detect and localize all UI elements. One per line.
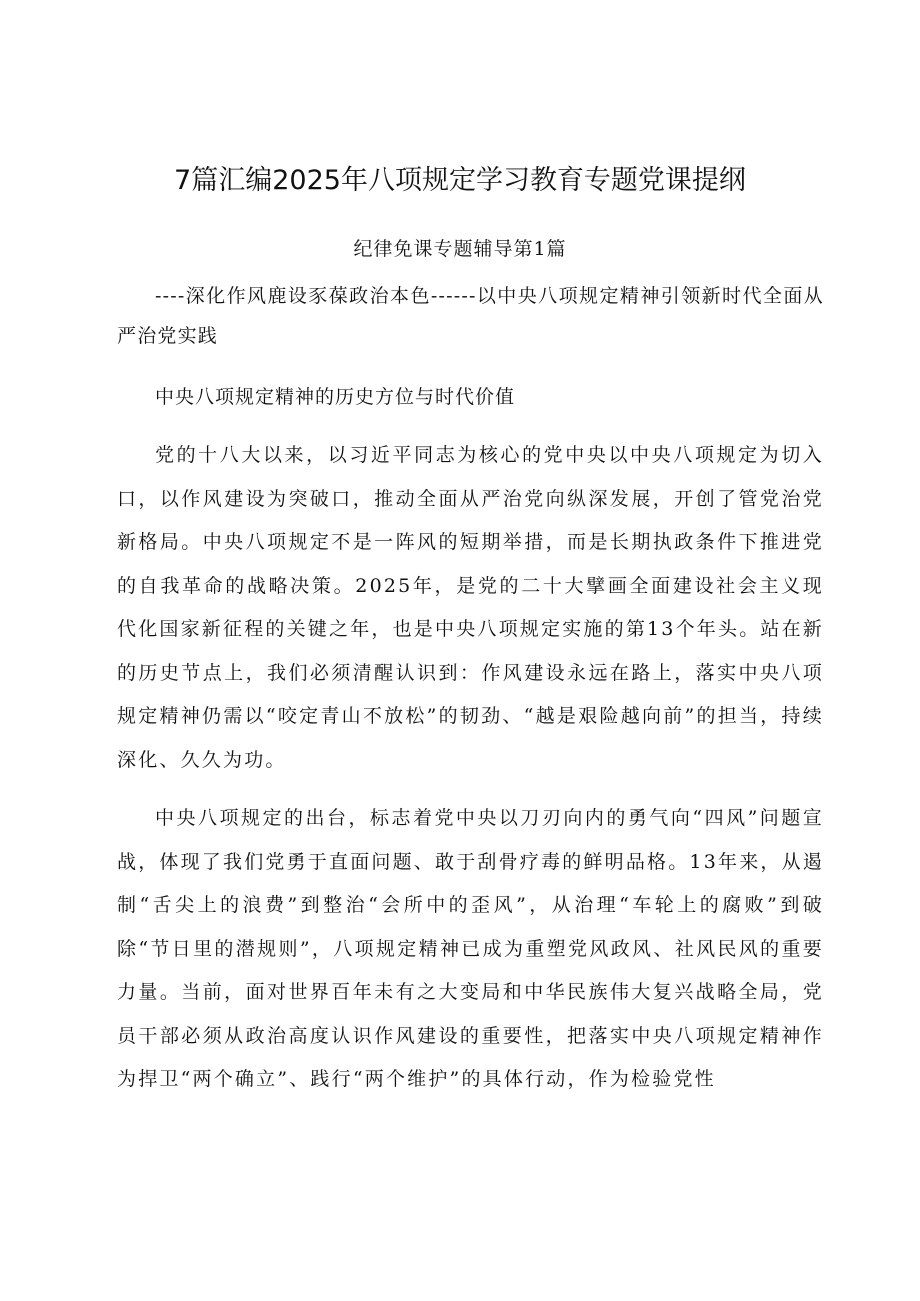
paragraph-theme: ----深化作风鹿设豕葆政治本色------以中央八项规定精神引领新时代全面从严治党实践: [117, 285, 824, 347]
document-title: 7篇汇编2025年八项规定学习教育专题党课提纲: [174, 165, 746, 196]
section-heading: 中央八项规定精神的历史方位与时代价值: [155, 386, 516, 408]
paragraph-body: 中央八项规定的出台，标志着党中央以刀刃向内的勇气向“四风”问题宣战，体现了我们党勇于直面问题、敢于刮骨疗毒的鲜明品格。13年来，从遏制“舌尖上的浪费”到整治“会所中的歪风”，从治理“车轮上的腐败”到破除“节日里的潜规则”，八项规定精神已成为重塑党风政风、社风民风的重要力量。当前，面对世界百年未有之大变局和中华民族伟大复兴战略全局，党员干部必须从政治高度认识作风建设的重要性，把落实中央八项规定精神作为捍卫“两个确立”、践行“两个维护”的具体行动，作为检验党性: [117, 807, 824, 1090]
paragraph-body: 党的十八大以来，以习近平同志为核心的党中央以中央八项规定为切入口，以作风建设为突破口，推动全面从严治党向纵深发展，开创了管党治党新格局。中央八项规定不是一阵风的短期举措，而是长期执政条件下推进党的自我革命的战略决策。2025年，是党的二十大擘画全面建设社会主义现代化国家新征程的关键之年，也是中央八项规定实施的第13个年头。站在新的历史节点上，我们必须清醒认识到：作风建设永远在路上，落实中央八项规定精神仍需以“咬定青山不放松”的韧劲、“越是艰险越向前”的担当，持续深化、久久为功。: [117, 444, 824, 771]
document-body: [117, 276, 824, 1102]
document-subtitle: 纪律免课专题辅导第1篇: [353, 238, 567, 260]
